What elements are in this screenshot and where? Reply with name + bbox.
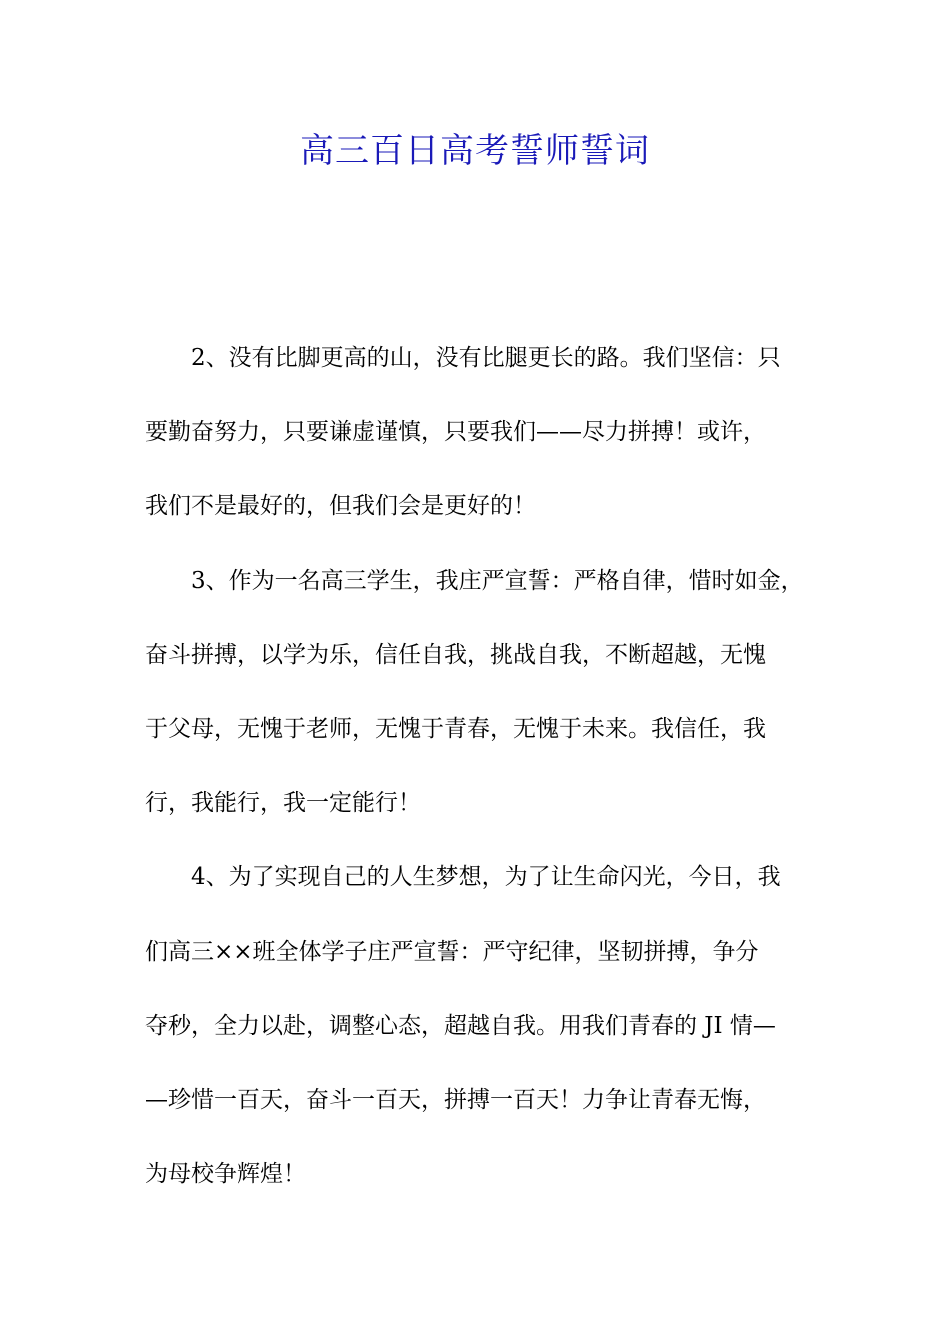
paragraph-line: 3、作为一名高三学生，我庄严宣誓：严格自律，惜时如金，: [191, 567, 804, 594]
paragraph-line: 要勤奋努力，只要谦虚谨慎，只要我们——尽力拼搏！或许，: [145, 419, 766, 446]
paragraph-line: —珍惜一百天，奋斗一百天，拼搏一百天！力争让青春无悔，: [145, 1086, 766, 1113]
paragraph-line: 们高三××班全体学子庄严宣誓：严守纪律，坚韧拼搏，争分: [145, 938, 759, 965]
paragraph-line: 我们不是最好的，但我们会是更好的！: [145, 493, 536, 520]
paragraph-4: [145, 859, 809, 1230]
paragraph-line: 奋斗拼搏，以学为乐，信任自我，挑战自我，不断超越，无愧: [145, 641, 766, 668]
paragraph-line: 2、没有比脚更高的山，没有比腿更长的路。我们坚信：只: [191, 345, 781, 371]
paragraph-line: 为母校争辉煌！: [145, 1161, 306, 1188]
document-title: 高三百日高考誓师誓词: [300, 131, 650, 171]
paragraph-line: 于父母，无愧于老师，无愧于青春，无愧于未来。我信任，我: [145, 715, 766, 742]
paragraph-3: [145, 563, 809, 860]
document-body: [145, 340, 809, 1230]
paragraph-line: 夺秒，全力以赴，调整心态，超越自我。用我们青春的 JI 情—: [145, 1012, 776, 1039]
paragraph-line: 4、为了实现自己的人生梦想，为了让生命闪光，今日，我: [191, 864, 781, 891]
paragraph-2: [145, 340, 809, 563]
paragraph-line: 行，我能行，我一定能行！: [145, 790, 421, 817]
